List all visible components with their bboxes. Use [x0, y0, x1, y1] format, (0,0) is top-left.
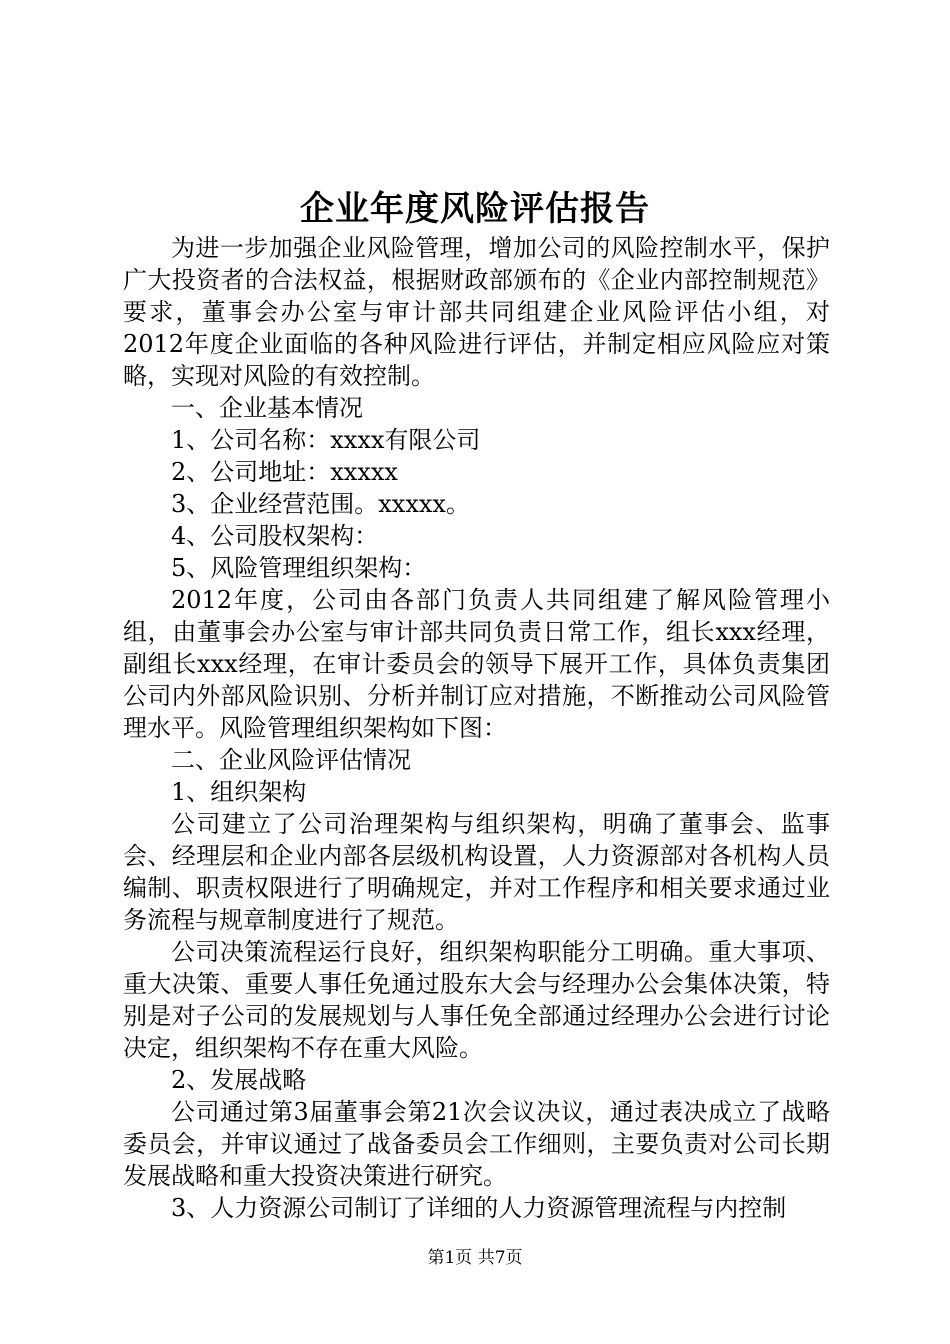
document-title: 企业年度风险评估报告 [300, 189, 650, 229]
page-footer: 第1页 共7页 [427, 1248, 523, 1268]
paragraph-decision-process: 公司决策流程运行良好，组织架构职能分工明确。重大事项、重大决策、重要人事任免通过股东大会与经理办公会集体决策，特别是对子公司的发展规划与人事任免全部通过经理办公会进行讨论决定，组织架构不存在重大风险。 [123, 938, 830, 1062]
subheading-org-structure: 1、组织架构 [171, 778, 307, 806]
paragraph-intro: 为进一步加强企业风险管理，增加公司的风险控制水平，保护广大投资者的合法权益，根据财政部颁布的《企业内部控制规范》要求，董事会办公室与审计部共同组建企业风险评估小组，对2012年度企业面临的各种风险进行评估，并制定相应风险应对策略，实现对风险的有效控制。 [123, 234, 830, 390]
heading-basic-info: 一、企业基本情况 [171, 394, 363, 422]
paragraph-governance: 公司建立了公司治理架构与组织架构，明确了董事会、监事会、经理层和企业内部各层级机构设置，人力资源部对各机构人员编制、职责权限进行了明确规定，并对工作程序和相关要求通过业务流程与规章制度进行了规范。 [123, 810, 830, 934]
item-company-address: 2、公司地址：xxxxx [171, 458, 398, 486]
heading-risk-assessment: 二、企业风险评估情况 [171, 746, 411, 774]
paragraph-risk-team: 2012年度，公司由各部门负责人共同组建了解风险管理小组，由董事会办公室与审计部共同负责日常工作，组长xxx经理，副组长xxx经理，在审计委员会的领导下展开工作，具体负责集团公司内外部风险识别、分析并制订应对措施，不断推动公司风险管理水平。风险管理组织架构如下图： [123, 586, 830, 742]
subheading-strategy: 2、发展战略 [171, 1066, 307, 1094]
item-equity-structure: 4、公司股权架构： [171, 522, 379, 550]
item-business-scope: 3、企业经营范围。xxxxx。 [171, 490, 470, 518]
paragraph-human-resources: 3、人力资源公司制订了详细的人力资源管理流程与内控制 [171, 1194, 787, 1222]
item-company-name: 1、公司名称：xxxx有限公司 [171, 426, 481, 454]
document-body [123, 232, 830, 1224]
paragraph-strategy-committee: 公司通过第3届董事会第21次会议决议，通过表决成立了战略委员会，并审议通过了战备委员会工作细则，主要负责对公司长期发展战略和重大投资决策进行研究。 [123, 1098, 830, 1190]
item-risk-org-structure: 5、风险管理组织架构： [171, 554, 427, 582]
